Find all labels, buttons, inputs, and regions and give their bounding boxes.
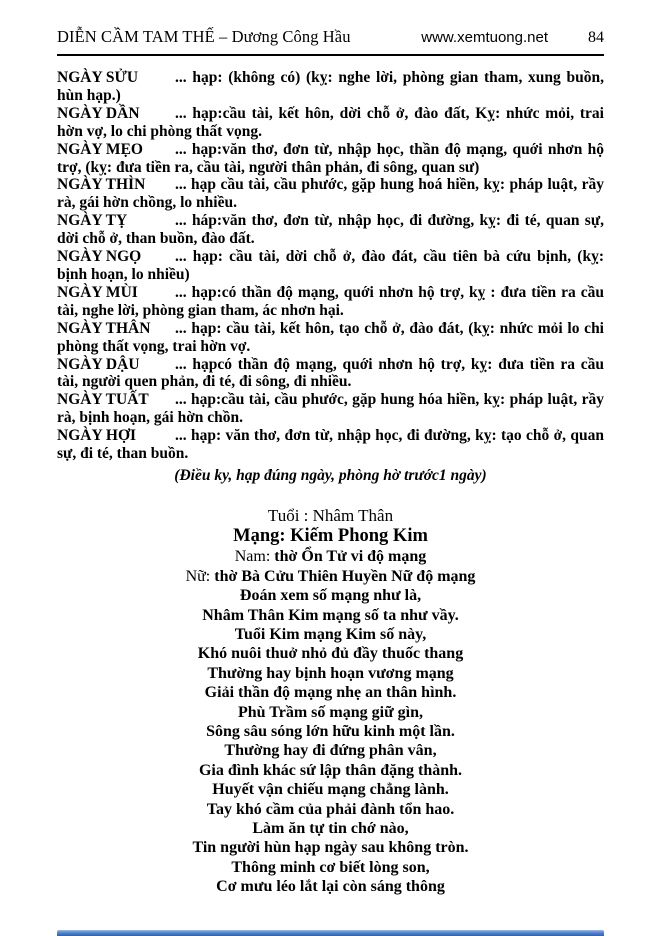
day-label: NGÀY THÌN	[57, 176, 146, 194]
day-text: ... hạp:cầu tài, kết hôn, dời chỗ ở, đào đất, Kỵ: nhức mỏi, trai hờn vợ, lo chi phòng thất vọng.	[57, 104, 604, 140]
day-entry	[57, 391, 604, 427]
poem	[57, 586, 604, 897]
note-line: (Điều ky, hạp đúng ngày, phòng hờ trước1 ngày)	[174, 466, 487, 484]
poem-line: Nhâm Thân Kim mạng số ta như vầy.	[202, 606, 459, 624]
day-entry	[57, 284, 604, 320]
poem-line: Làm ăn tự tin chớ nào,	[252, 820, 409, 838]
nu-prefix: Nữ:	[185, 567, 211, 585]
header-divider	[57, 54, 604, 56]
day-label: NGÀY TUẤT	[57, 391, 149, 409]
day-entry	[57, 320, 604, 356]
tuoi-line: Tuổi : Nhâm Thân	[267, 505, 394, 525]
day-entry	[57, 356, 604, 392]
day-label: NGÀY HỢI	[57, 427, 137, 445]
nu-text: thờ Bà Cửu Thiên Huyền Nữ độ mạng	[210, 567, 476, 585]
nam-worship-line	[57, 547, 604, 566]
day-entry	[57, 427, 604, 463]
header-page-number: 84	[588, 29, 604, 46]
day-list	[57, 69, 604, 463]
day-label: NGÀY MÙI	[57, 283, 138, 301]
poem-line: Sông sâu sóng lớn hữu kinh một lần.	[206, 723, 455, 740]
day-text: ... hạp: văn thơ, đơn từ, nhập học, đi đường, kỵ: tạo chỗ ở, quan sự, đi té, than buồn.	[57, 427, 604, 463]
day-text: ... hạp cầu tài, cầu phước, gặp hung hoá hiền, kỵ: pháp luật, rầy rà, gái hờn chồng, lo nhiều.	[57, 176, 604, 212]
day-entry	[57, 248, 604, 284]
day-text: ... hạp: cầu tài, dời chỗ ở, đào đát, cầu tiên bà cứu bịnh, (kỵ: bịnh hoạn, lo nhiều)	[57, 248, 604, 283]
page-header	[57, 27, 604, 47]
poem-line: Phù Trầm số mạng giữ gìn,	[237, 703, 424, 721]
poem-line: Khó nuôi thuở nhỏ đủ đầy thuốc thang	[197, 645, 464, 663]
poem-line: Tay khó cầm của phải đành tổn hao.	[206, 800, 455, 818]
day-text: ... hạp: (không có) (kỵ: nghe lời, phòng gian tham, xung buồn, hùn hạp.)	[57, 69, 604, 104]
poem-line: Huyết vận chiếu mạng chẳng lành.	[212, 781, 449, 799]
day-text: ... háp:văn thơ, đơn từ, nhập học, đi đường, kỵ: đi té, quan sự, dời chỗ ở, than buồn, đào đất.	[57, 212, 604, 248]
mang-line: Mạng: Kiếm Phong Kim	[233, 526, 428, 547]
poem-line: Tuổi Kim mạng Kim số này,	[234, 625, 427, 643]
day-label: NGÀY MẸO	[57, 140, 143, 158]
day-label: NGÀY SỬU	[57, 69, 139, 86]
day-label: NGÀY NGỌ	[57, 248, 142, 266]
header-title: DIỄN CẦM TAM THẾ – Dương Công Hầu	[57, 27, 351, 46]
day-text: ... hạp:văn thơ, đơn từ, nhập học, thần độ mạng, quới nhơn hộ trợ, (kỵ: đưa tiền ra, cầu tài, người thân phản, đi sông, quan sư)	[57, 140, 604, 176]
poem-line: Gia đình khác sứ lập thân đặng thành.	[198, 761, 463, 779]
poem-line: Thông minh cơ biết lòng son,	[231, 858, 430, 876]
nam-prefix: Nam:	[234, 548, 271, 566]
day-label: NGÀY DẦN	[57, 104, 140, 122]
day-entry	[57, 69, 604, 105]
day-text: ... hạp:có thần độ mạng, quới nhơn hộ trợ, kỵ : đưa tiền ra cầu tài, nghe lời, phòng gian tham, ác nhơn hại.	[57, 283, 604, 319]
poem-line: Đoán xem số mạng như là,	[239, 587, 422, 605]
day-text: ... hạp:cầu tài, cầu phước, gặp hung hóa hiền, kỵ: pháp luật, rầy rà, bịnh hoạn, gái hờn chồn.	[57, 391, 604, 427]
day-entry	[57, 105, 604, 141]
day-label: NGÀY THÂN	[57, 319, 151, 337]
nam-text: thờ Ổn Tử vi độ mạng	[270, 548, 427, 566]
day-label: NGÀY DẬU	[57, 355, 140, 373]
poem-line: Tin người hùn hạp ngày sau không tròn.	[192, 839, 469, 857]
nu-worship-line	[57, 567, 604, 586]
fortune-section	[57, 506, 604, 897]
day-entry	[57, 176, 604, 212]
day-entry	[57, 212, 604, 248]
poem-line: Thường hay đi đứng phân vân,	[224, 742, 437, 760]
day-text: ... hạp: cầu tài, kết hôn, tạo chỗ ở, đào đát, (kỵ: nhức mỏi lo chi phòng thất vọng, trai hờn vợ.	[57, 319, 604, 355]
day-entry	[57, 141, 604, 177]
poem-line: Thường hay bịnh hoạn vương mạng	[207, 664, 454, 682]
poem-line: Giải thần độ mạng nhẹ an thân hình.	[204, 684, 457, 702]
header-right	[421, 29, 604, 47]
poem-line: Cơ mưu léo lắt lại còn sáng thông	[216, 878, 445, 896]
header-website: www.xemtuong.net	[421, 29, 548, 46]
day-text: ... hạpcó thần độ mạng, quới nhơn hộ trợ, kỵ: đưa tiền ra cầu tài, người quen phản, đi té, đi sông, đi nhiều.	[57, 355, 604, 391]
day-label: NGÀY TỴ	[57, 212, 128, 230]
footer-accent-bar	[57, 930, 604, 936]
